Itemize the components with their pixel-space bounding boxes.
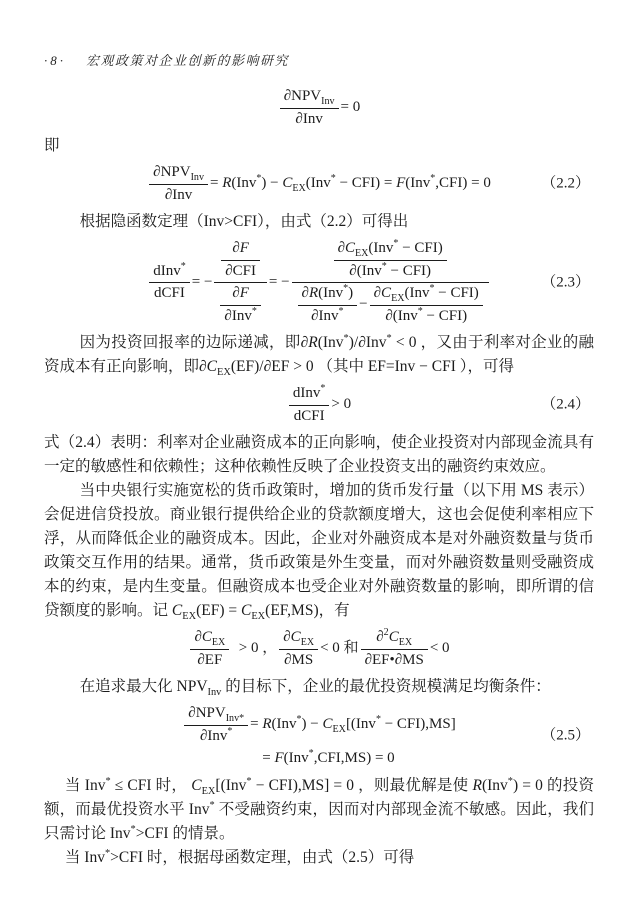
fraction [221, 239, 260, 281]
denominator: ∂Inv* [298, 305, 358, 327]
paragraph-dang-leq: 当 Inv* ≤ CFI 时， $C_{EX}[(Inv^* - CFI),MS] = 0$ ，则最优解是使 R(Inv*) = 0 的投资额，而最优投资水平 Inv* 不受融资约束，因而对内部现金流不敏感。因此，我们只需讨论 Inv*>CFI 的情景。 [44, 775, 594, 842]
numerator: $\partial^2C_{EX}$ [376, 627, 413, 648]
numerator: $\partial C_{EX}$ [283, 629, 315, 648]
numerator: ∂F [232, 285, 249, 301]
equation-rhs: = $R(Inv^*) - C_{EX}(Inv^* - CFI) = F(Inv^*,CFI) = 0$ [209, 173, 491, 195]
running-head [44, 50, 594, 69]
fraction [190, 628, 229, 670]
equation-rhs: = $R(Inv^*) - C_{EX}[(Inv^* - CFI),MS]$ [250, 714, 456, 736]
fraction [220, 284, 260, 326]
equation-2-5 [44, 704, 594, 769]
formula-first-order-condition [44, 87, 594, 129]
denominator: ∂CFI [221, 260, 260, 282]
denominator [292, 282, 489, 326]
formula-derivative-conditions [44, 628, 594, 670]
numerator [214, 239, 266, 282]
inequality-text: < 0 和 [320, 640, 359, 657]
paragraph-genju: 根据隐函数定理（Inv>CFI），由式（2.2）可得出 [79, 213, 409, 230]
running-head-title: 宏观政策对企业创新的影响研究 [86, 53, 290, 68]
equation-2-3 [44, 239, 594, 326]
fraction [370, 284, 483, 326]
denominator: ∂MS [279, 649, 318, 671]
paragraph-ji: 即 [44, 137, 60, 154]
denominator: ∂EF [190, 649, 229, 671]
equation-number-2-3: （2.3） [541, 273, 590, 290]
equation-number-2-2: （2.2） [541, 175, 590, 192]
equation-body [182, 704, 455, 769]
fraction [214, 239, 266, 326]
inequality-text: < 0 [429, 640, 450, 657]
fraction [292, 239, 489, 326]
equation-number-2-5: （2.5） [541, 727, 590, 744]
equation-line-2 [262, 749, 455, 769]
equation-2-2 [44, 163, 594, 205]
denominator: ∂(Inv* − CFI) [370, 305, 483, 327]
numerator: dInv* [153, 260, 186, 279]
paragraph-yinwei: 因为投资回报率的边际递减，即∂R(Inv*)/∂Inv* < 0 ，又由于利率对企业的融资成本有正向影响，即$\partial C_{EX}(EF)/\partial EF > 0$ （其中 EF=Inv − CFI ），可得 [44, 332, 594, 379]
equals-minus: = − [268, 273, 290, 290]
equation-rhs: = F(Inv*,CFI,MS) = 0 [262, 748, 395, 766]
numerator: $\partial C_{EX}$ [194, 629, 226, 648]
numerator [292, 239, 489, 282]
denominator [214, 282, 266, 326]
paragraph-shi24: 式（2.4）表明：利率对企业融资成本的正向影响，使企业投资对内部现金流具有一定的敏感性和依赖性；这种依赖性反映了企业投资支出的融资约束效应。 [44, 434, 594, 475]
denominator: dCFI [289, 405, 330, 427]
equals-minus: = − [191, 273, 213, 290]
denominator: dCFI [149, 282, 190, 304]
numerator: $\partial NPV_{Inv}$ [283, 88, 335, 107]
numerator: $\partial NPV_{Inv*}$ [188, 705, 245, 724]
fraction [149, 163, 208, 205]
fraction [280, 87, 339, 129]
paragraph-dang-gt: 当 Inv*>CFI 时，根据母函数定理，由式（2.5）可得 [64, 847, 415, 866]
denominator: ∂Inv* [220, 305, 260, 327]
numerator: dInv* [292, 383, 326, 401]
fraction [298, 284, 358, 326]
page-number: ·8· [44, 53, 66, 68]
paragraph-dang-zhongyang: 当中央银行实施宽松的货币政策时，增加的货币发行量（以下用 MS 表示）会促进信贷投放。商业银行提供给企业的贷款额度增大，这也会促使利率相应下浮，从而降低企业的融资成本。因此，企业对外融资成本是对外融资数量与货币政策交互作用的结果。通常，货币政策是外生变量，而对外融资数量则受融资成本的约束，是内生变量。但融资成本也受企业对外融资数量的影响，即所谓的信贷额度的影响。记 $C_{EX}(EF) = C_{EX}(EF,MS)$，有 [44, 482, 594, 623]
denominator: ∂(Inv* − CFI) [334, 260, 447, 282]
fraction [279, 628, 318, 670]
denominator: ∂Inv [280, 108, 339, 130]
paragraph-zhuiqiu: 在追求最大化 $NPV_{Inv}$ 的目标下，企业的最优投资规模满足均衡条件： [79, 678, 551, 699]
numerator: $\partial C_{EX}(Inv^* - CFI)$ [337, 238, 443, 259]
numerator: ∂R(Inv*) [301, 283, 354, 301]
numerator: $\partial NPV_{Inv}$ [153, 164, 204, 183]
numerator: $\partial C_{EX}(Inv^* - CFI)$ [373, 283, 479, 304]
denominator: ∂EF•∂MS [361, 649, 428, 671]
numerator: ∂F [232, 240, 249, 256]
denominator: ∂Inv [149, 184, 208, 206]
fraction [289, 384, 330, 426]
equation-2-4 [44, 384, 594, 426]
fraction [361, 628, 428, 670]
equation-rhs: > 0 [331, 396, 352, 413]
denominator: ∂Inv* [184, 725, 248, 747]
equation-line-1 [182, 704, 455, 746]
fraction [149, 262, 190, 304]
minus-sign: − [359, 296, 368, 313]
inequality-text: > 0 ， [238, 640, 285, 657]
fraction [184, 704, 248, 746]
equation-number-2-4: （2.4） [541, 396, 590, 413]
equation-rhs: = 0 [340, 99, 361, 116]
fraction [334, 239, 447, 281]
